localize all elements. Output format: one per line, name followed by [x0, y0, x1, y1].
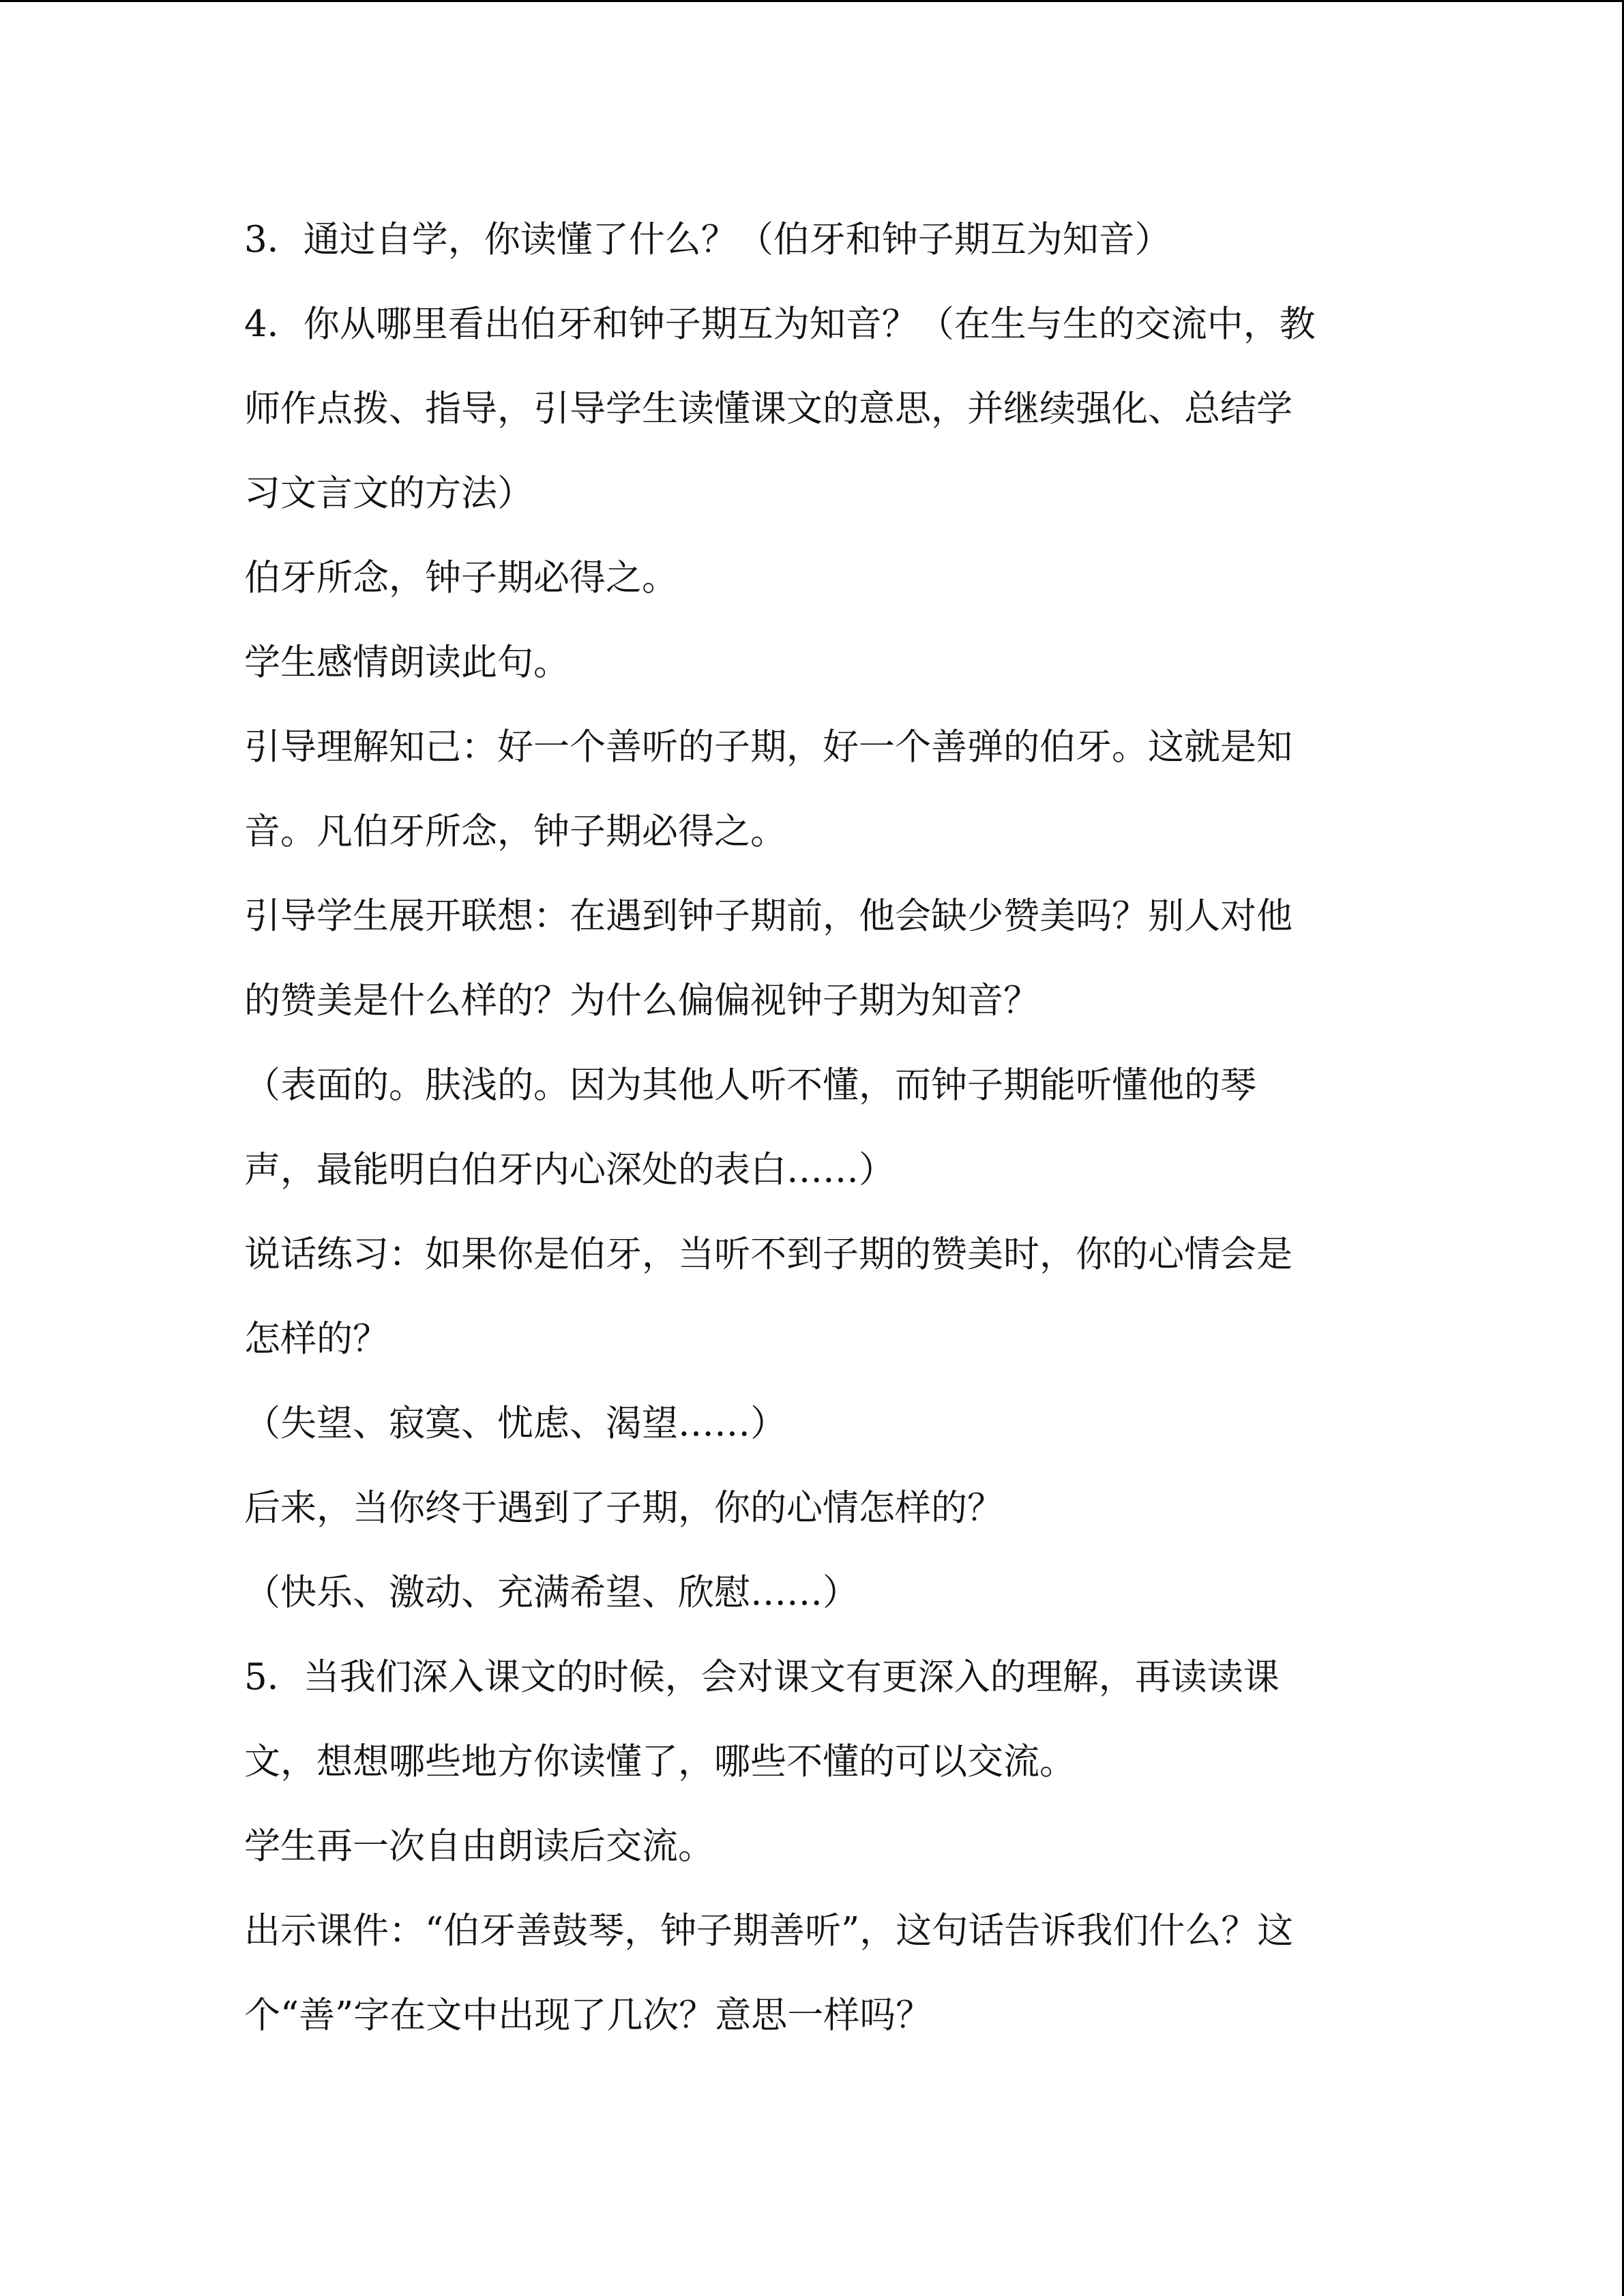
page-top-border: [0, 0, 1624, 2]
text-line: 学生再一次自由朗读后交流。: [244, 1825, 714, 1867]
text-line: （失望、寂寞、忧虑、渴望……）: [244, 1403, 786, 1444]
text-line: 音。凡伯牙所念，钟子期必得之。: [244, 811, 786, 852]
text-line: 学生感情朗读此句。: [244, 642, 570, 683]
text-line: 伯牙所念，钟子期必得之。: [244, 557, 678, 599]
text-line: 4．你从哪里看出伯牙和钟子期互为知音？（在生与生的交流中，教: [244, 303, 1316, 345]
text-line: 的赞美是什么样的？为什么偏偏视钟子期为知音？: [244, 980, 1039, 1022]
text-line: 声，最能明白伯牙内心深处的表白……）: [244, 1149, 895, 1191]
text-line: 说话练习：如果你是伯牙，当听不到子期的赞美时，你的心情会是: [244, 1234, 1293, 1275]
text-line: 师作点拨、指导，引导学生读懂课文的意思，并继续强化、总结学: [244, 388, 1293, 430]
text-line: 文，想想哪些地方你读懂了，哪些不懂的可以交流。: [244, 1741, 1076, 1783]
text-line: 个“善”字在文中出现了几次？意思一样吗？: [244, 1995, 932, 2036]
document-body: [244, 198, 1390, 2058]
text-line: 出示课件：“伯牙善鼓琴，钟子期善听”，这句话告诉我们什么？这: [244, 1910, 1294, 1952]
text-line: （表面的。肤浅的。因为其他人听不懂，而钟子期能听懂他的琴: [244, 1064, 1256, 1106]
text-line: 习文言文的方法）: [244, 473, 533, 514]
text-line: 5．当我们深入课文的时候，会对课文有更深入的理解，再读读课: [244, 1656, 1280, 1698]
text-line: （快乐、激动、充满希望、欣慰……）: [244, 1572, 859, 1613]
text-line: 引导理解知己：好一个善听的子期，好一个善弹的伯牙。这就是知: [244, 726, 1293, 768]
text-line: 引导学生展开联想：在遇到钟子期前，他会缺少赞美吗？别人对他: [244, 895, 1293, 937]
text-line: 怎样的？: [244, 1318, 389, 1360]
text-line: 3．通过自学，你读懂了什么？（伯牙和钟子期互为知音）: [244, 219, 1171, 260]
text-line: 后来，当你终于遇到了子期，你的心情怎样的？: [244, 1487, 1003, 1529]
